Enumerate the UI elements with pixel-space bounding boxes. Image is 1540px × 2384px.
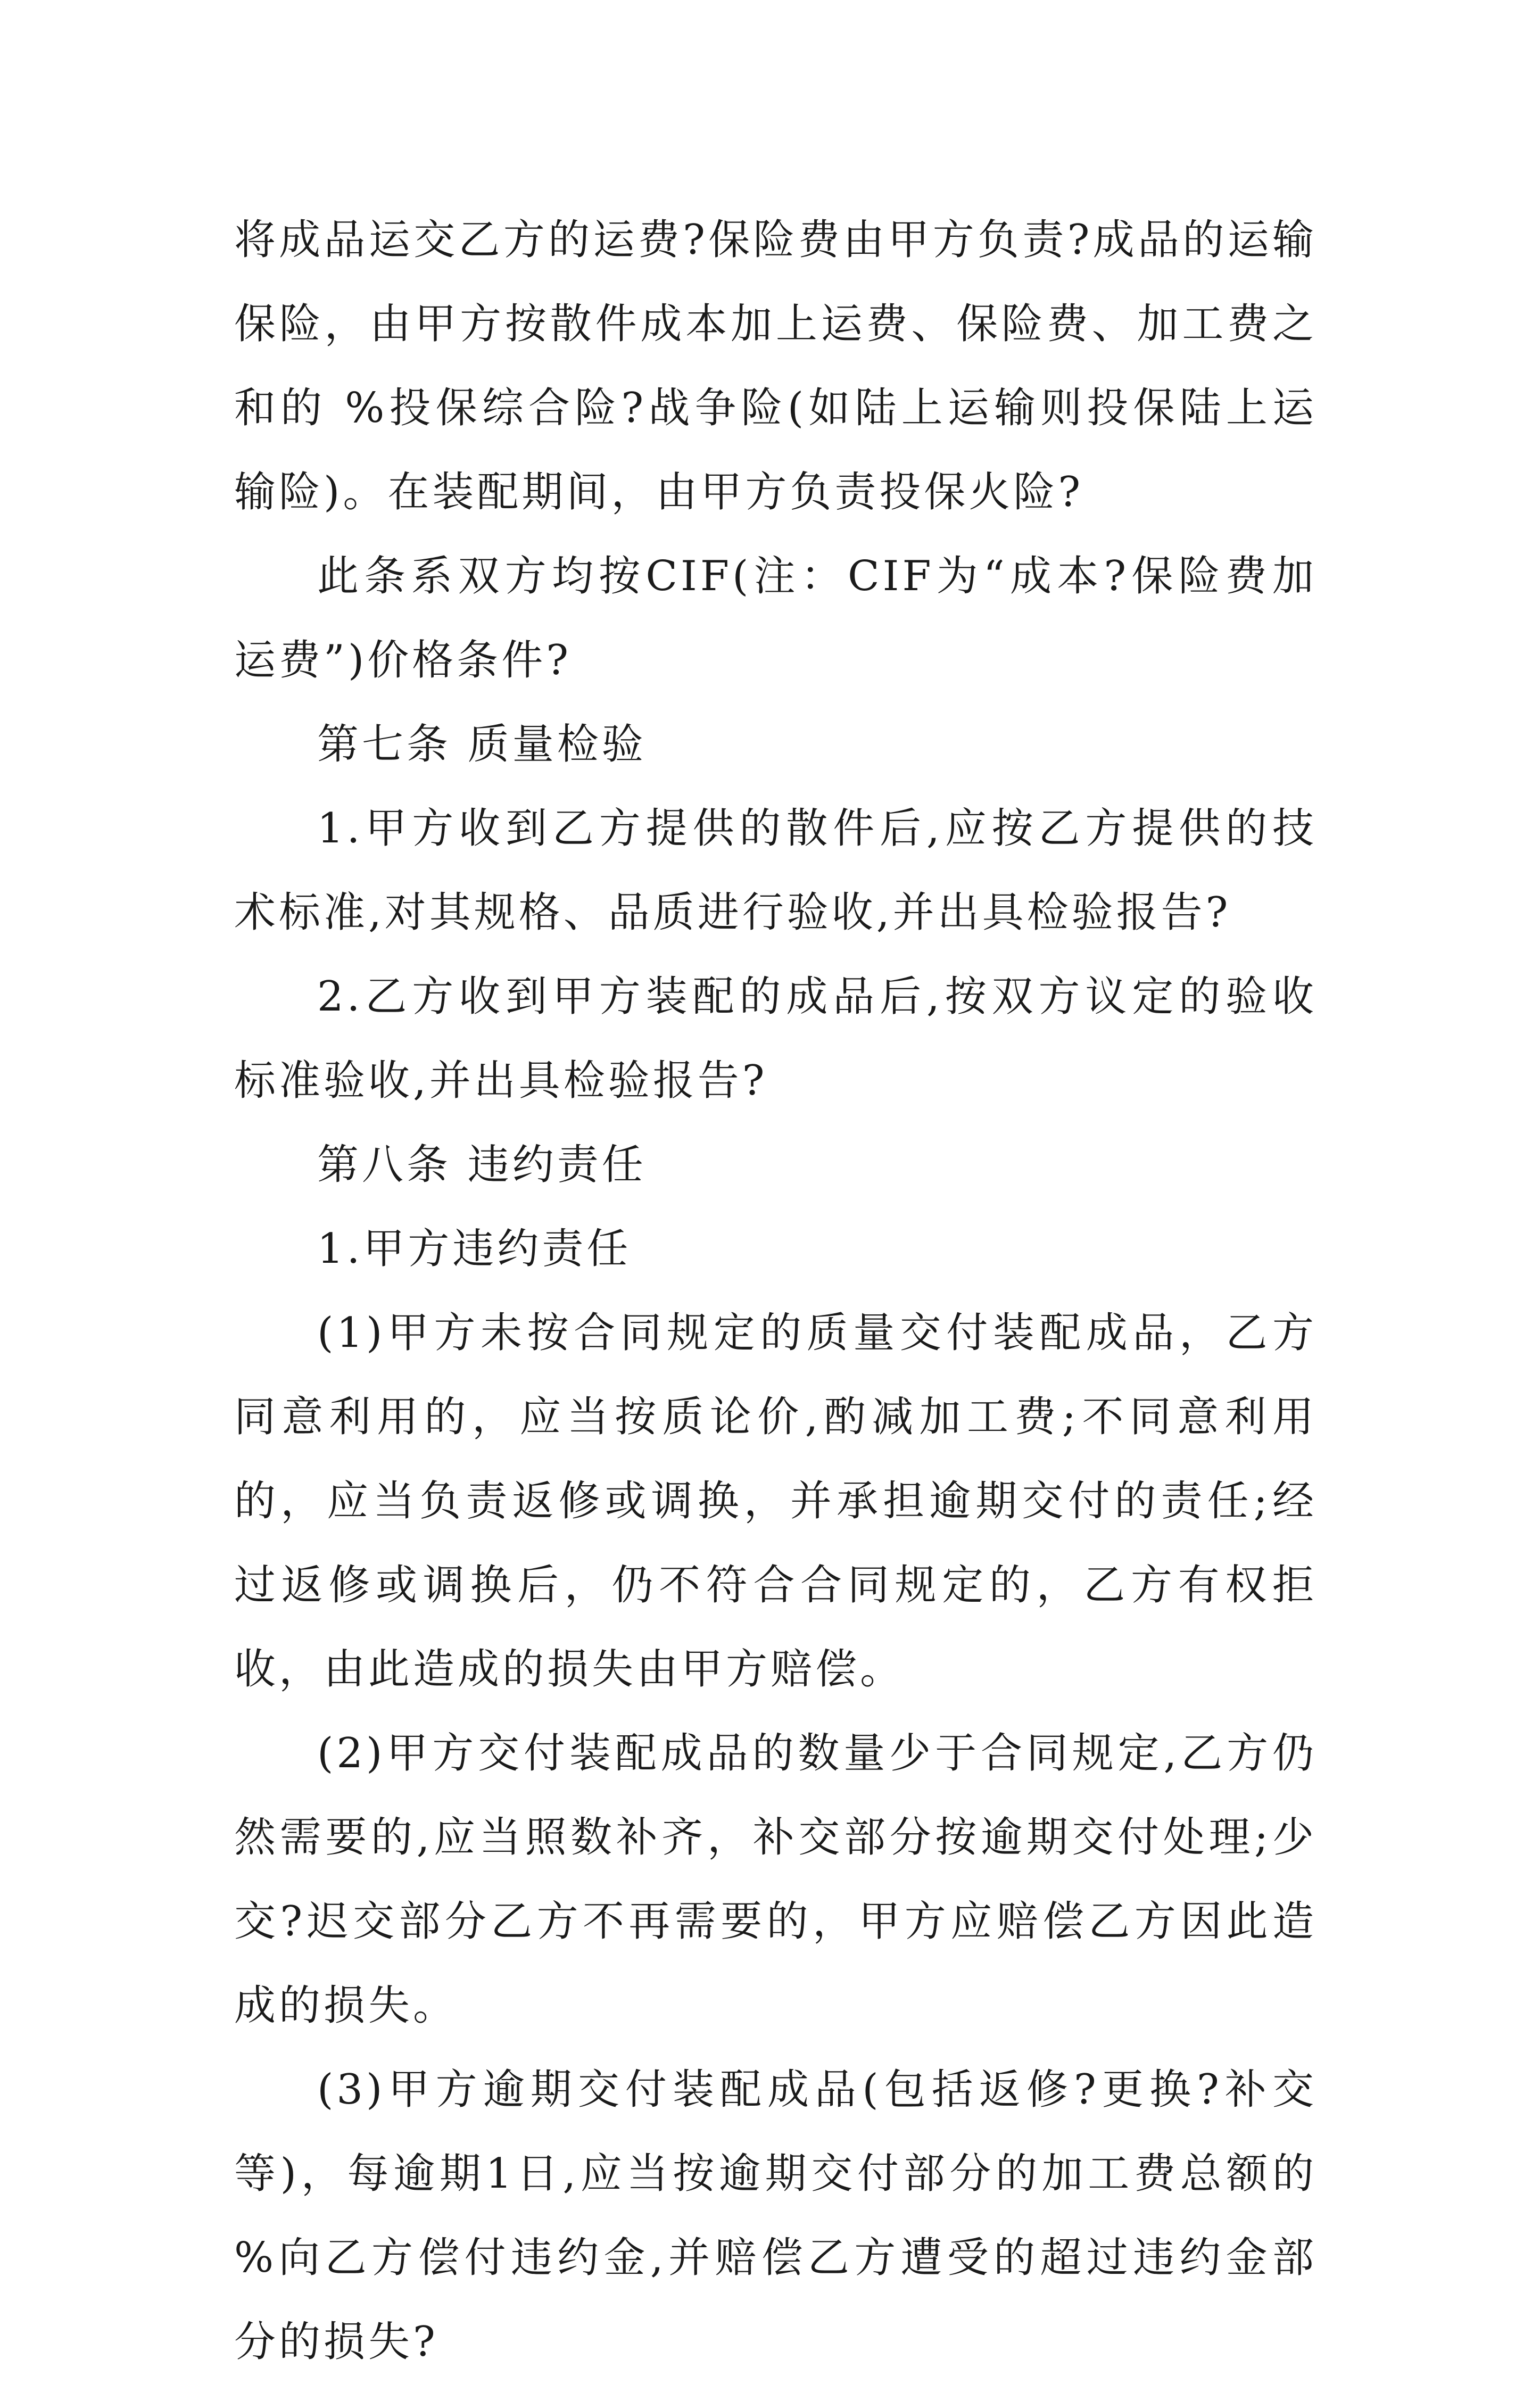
paragraph-liability-1: (1)甲方未按合同规定的质量交付装配成品，乙方同意利用的，应当按质论价,酌减加工费;不同意利用的，应当负责返修或调换，并承担逾期交付的责任;经过返修或调换后，仍不符合合同规定的，乙方有权拒收，由此造成的损失由甲方赔偿。 bbox=[234, 1309, 1317, 1693]
paragraph-liability-3: (3)甲方逾期交付装配成品(包括返修?更换?补交等)，每逾期1日,应当按逾期交付部分的加工费总额的 %向乙方偿付违约金,并赔偿乙方遭受的超过违约金部分的损失? bbox=[234, 2066, 1317, 2366]
party-a-liability-heading: 1.甲方违约责任 bbox=[317, 1225, 632, 1273]
article-7-heading: 第七条 质量检验 bbox=[317, 721, 647, 768]
article-8-heading: 第八条 违约责任 bbox=[317, 1141, 647, 1189]
paragraph-inspection-1: 1.甲方收到乙方提供的散件后,应按乙方提供的技术标准,对其规格、品质进行验收,并出具检验报告? bbox=[234, 805, 1317, 937]
paragraph-cif-note: 此条系双方均按CIF(注：CIF为“成本?保险费加运费”)价格条件? bbox=[234, 552, 1317, 684]
document-body bbox=[234, 198, 1317, 2384]
paragraph-insurance: 将成品运交乙方的运费?保险费由甲方负责?成品的运输保险，由甲方按散件成本加上运费、保险费、加工费之和的 %投保综合险?战争险(如陆上运输则投保陆上运输险)。在装配期间，由甲方负责投保火险? bbox=[234, 216, 1317, 516]
paragraph-inspection-2: 2.乙方收到甲方装配的成品后,按双方议定的验收标准验收,并出具检验报告? bbox=[234, 973, 1317, 1105]
paragraph-liability-2: (2)甲方交付装配成品的数量少于合同规定,乙方仍然需要的,应当照数补齐，补交部分按逾期交付处理;少交?迟交部分乙方不再需要的，甲方应赔偿乙方因此造成的损失。 bbox=[234, 1729, 1317, 2030]
